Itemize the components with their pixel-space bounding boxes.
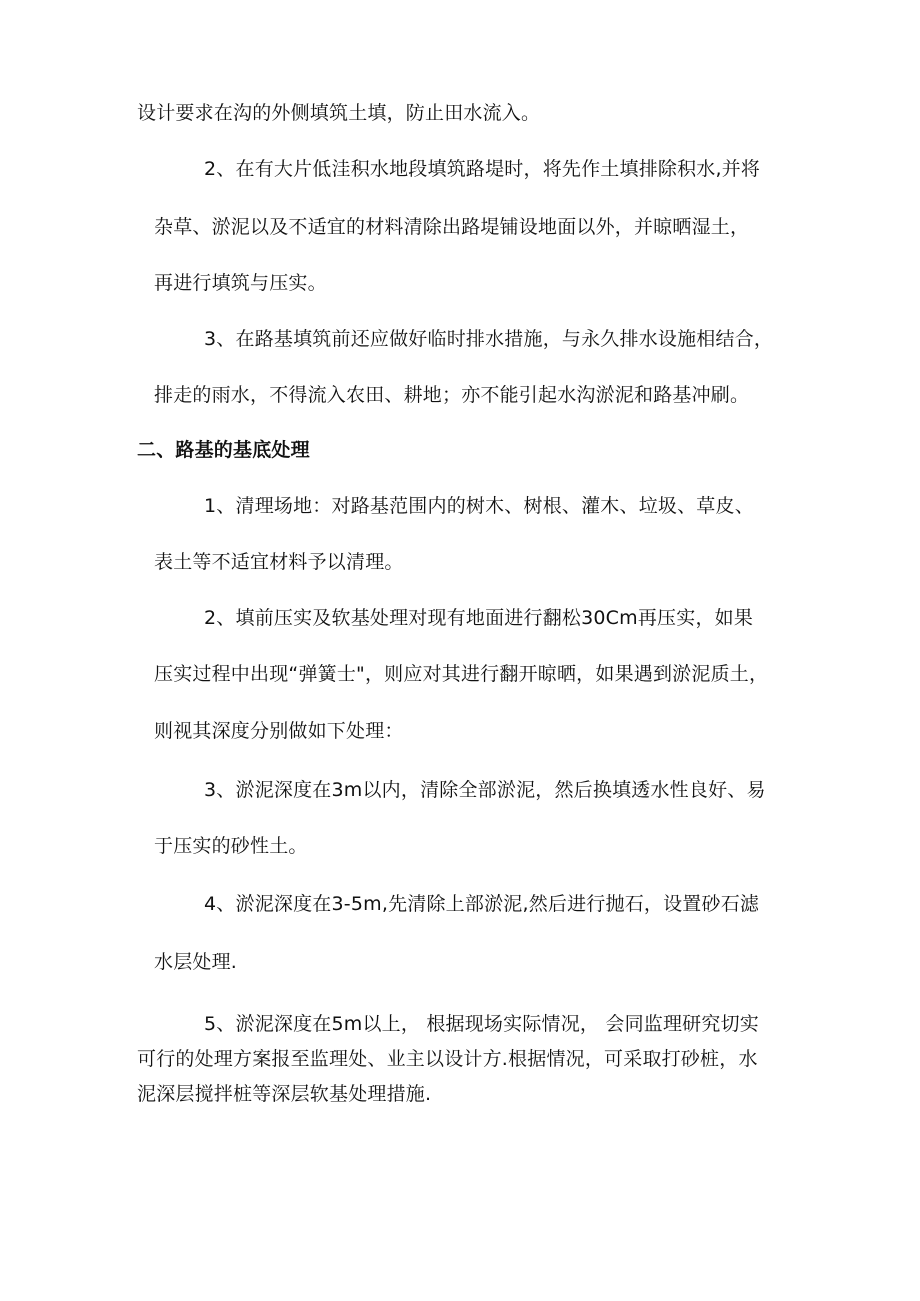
text-line-6: 排走的雨水，不得流入农田、耕地；亦不能引起水沟淤泥和路基冲刷。 [154,384,750,406]
text-line-9: 表土等不适宜材料予以清理。 [154,551,404,573]
text-line-13: 3、淤泥深度在3m以内，清除全部淤泥，然后换填透水性良好、易 [204,779,766,801]
text-line-8: 1、清理场地：对路基范围内的树木、树根、灌木、垃圾、草皮、 [204,495,754,517]
text-line-12: 则视其深度分别做如下处理： [154,720,404,742]
text-line-3: 杂草、淤泥以及不适宜的材料清除出路堤铺设地面以外，并晾晒湿土， [154,216,750,238]
text-line-14: 于压实的砂性土。 [154,835,308,857]
text-line-2: 2、在有大片低洼积水地段填筑路堤时，将先作土填排除积水,并将 [204,158,761,180]
text-line-11: 压实过程中出现“弹簧士"，则应对其进行翻开晾晒，如果遇到淤泥质土， [154,663,769,685]
text-line-4: 再进行填筑与压实。 [154,272,327,294]
text-line-10: 2、填前压实及软基处理对现有地面进行翻松30Cm再压实，如果 [204,607,754,629]
text-line-1: 设计要求在沟的外侧填筑土填，防止田水流入。 [137,102,541,124]
text-line-19: 泥深层搅拌桩等深层软基处理措施. [137,1083,432,1105]
text-line-15: 4、淤泥深度在3-5m,先清除上部淤泥,然后进行抛石，设置砂石滤 [204,893,760,915]
section-heading: 二、路基的基底处理 [137,439,310,461]
text-line-16: 水层处理. [154,951,238,973]
text-line-17: 5、淤泥深度在5m以上， 根据现场实际情况， 会同监理研究切实 [204,1013,759,1035]
text-line-5: 3、在路基填筑前还应做好临时排水措施，与永久排水设施相结合， [204,328,774,350]
text-line-18: 可行的处理方案报至监理处、业主以设计方.根据情况，可采取打砂桩，水 [137,1048,758,1070]
